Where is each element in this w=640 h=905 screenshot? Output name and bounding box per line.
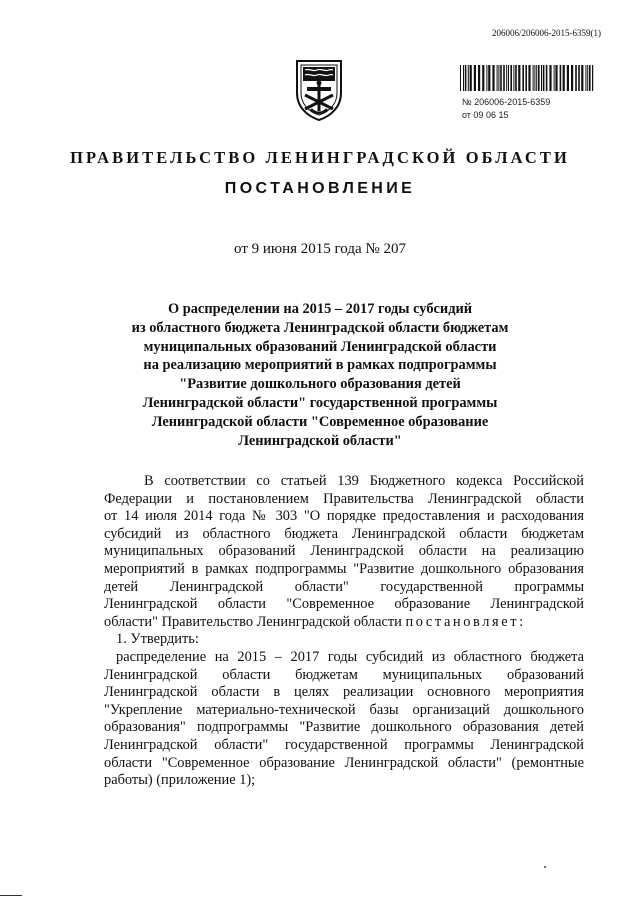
body-line: Ленинградской области бюджетам муниципальных образований xyxy=(104,666,584,683)
barcode-bar xyxy=(585,65,586,91)
barcode-bar xyxy=(567,65,569,91)
barcode-bar xyxy=(492,65,494,91)
barcode-bar xyxy=(500,65,502,91)
barcode-bar xyxy=(571,65,573,91)
barcode-bar xyxy=(518,65,520,91)
barcode-bar xyxy=(549,65,551,91)
registration-date: от 09 06 15 xyxy=(462,110,509,120)
body-line: распределение на 2015 – 2017 годы субсидий из областного бюджета xyxy=(116,648,584,665)
page-edge-mark xyxy=(0,895,22,896)
body-line: Ленинградской области в целях реализации основного мероприятия xyxy=(104,684,584,701)
document-body xyxy=(104,473,584,790)
barcode-icon xyxy=(460,65,594,91)
document-type: ПОСТАНОВЛЕНИЕ xyxy=(224,180,416,197)
resolution-word: постановляет: xyxy=(405,613,526,630)
barcode-bar xyxy=(541,65,542,91)
barcode-bar xyxy=(534,65,535,91)
barcode-bar xyxy=(575,65,577,91)
barcode-bar xyxy=(510,65,512,91)
coat-of-arms-icon xyxy=(291,57,347,123)
body-line: Ленинградской области "Современное образование Ленинградской xyxy=(104,596,584,613)
barcode-bar xyxy=(503,65,505,91)
registration-number: № 206006-2015-6359 xyxy=(462,97,551,107)
body-line: Ленинградской области" государственной программы Ленинградской xyxy=(104,736,584,753)
body-text-segment: области" Правительство Ленинградской области xyxy=(104,613,406,630)
body-line: от 14 июля 2014 года № 303 "О порядке предоставления и расходования xyxy=(104,508,584,525)
barcode-bar xyxy=(506,65,507,91)
heading-line: Ленинградской области "Современное образование xyxy=(151,413,489,430)
body-line: "Укрепление материально-технической базы организаций дошкольного xyxy=(104,701,584,718)
barcode-bar xyxy=(474,65,476,91)
barcode-bar xyxy=(498,65,499,91)
document-heading xyxy=(120,300,520,450)
barcode-bar xyxy=(536,65,537,91)
barcode-bar xyxy=(592,65,593,91)
barcode-bar xyxy=(528,65,530,91)
heading-line: "Развитие дошкольного образования детей xyxy=(179,376,461,393)
heading-line: из областного бюджета Ленинградской области бюджетам xyxy=(131,319,509,336)
barcode-bar xyxy=(497,65,498,91)
body-line: В соответствии со статьей 139 Бюджетного кодекса Российской xyxy=(144,473,584,489)
barcode-bar xyxy=(525,65,527,91)
barcode-bar xyxy=(587,65,588,91)
body-line: работы) (приложение 1); xyxy=(104,772,256,789)
body-line: области "Современное образование Ленинградской области" (ремонтные xyxy=(104,754,584,771)
body-line: мероприятий в рамках подпрограммы "Развитие дошкольного образования xyxy=(104,560,584,577)
body-line: детей Ленинградской области" государственной программы xyxy=(104,578,584,595)
barcode-bar xyxy=(581,65,583,91)
barcode-bar xyxy=(543,65,545,91)
barcode-bar xyxy=(470,65,472,91)
heading-line: муниципальных образований Ленинградской области xyxy=(143,338,497,355)
body-line: Федерации и постановлением Правительства Ленинградской области xyxy=(104,490,584,507)
barcode-bar xyxy=(463,65,464,91)
government-title: ПРАВИТЕЛЬСТВО ЛЕНИНГРАДСКОЙ ОБЛАСТИ xyxy=(70,148,570,167)
heading-line: на реализацию мероприятий в рамках подпрограммы xyxy=(143,357,497,374)
body-line: субсидий из областного бюджета Ленинградской области бюджетам xyxy=(104,525,584,542)
document-date-number: от 9 июня 2015 года № 207 xyxy=(234,241,406,257)
body-line-final xyxy=(104,614,584,632)
barcode-bar xyxy=(468,65,469,91)
scan-dot xyxy=(544,866,546,868)
barcode-bar xyxy=(563,65,565,91)
barcode-bar xyxy=(533,65,534,91)
barcode-bar xyxy=(513,65,514,91)
barcode-bar xyxy=(460,65,461,91)
barcode-bar xyxy=(589,65,591,91)
barcode-bar xyxy=(486,65,487,91)
barcode-bar xyxy=(488,65,490,91)
registration-stamp-code: 206006/206006-2015-6359(1) xyxy=(492,28,601,38)
barcode-bar xyxy=(578,65,580,91)
barcode-bar xyxy=(546,65,548,91)
heading-line: Ленинградской области" государственной программы xyxy=(142,394,498,411)
heading-line: Ленинградской области" xyxy=(238,432,402,449)
barcode-bar xyxy=(538,65,540,91)
barcode-bar xyxy=(465,65,467,91)
heading-line: О распределении на 2015 – 2017 годы субсидий xyxy=(167,301,473,317)
barcode-bar xyxy=(554,65,555,91)
barcode-bar xyxy=(522,65,524,91)
barcode-bar xyxy=(508,65,509,91)
barcode-bar xyxy=(560,65,562,91)
body-line: образования" подпрограммы "Развитие дошкольного образования детей xyxy=(104,719,584,736)
barcode-bar xyxy=(478,65,480,91)
barcode-bar xyxy=(555,65,557,91)
body-line: муниципальных образований Ленинградской области на реализацию xyxy=(104,543,584,560)
item-heading: 1. Утвердить: xyxy=(116,631,199,648)
barcode-bar xyxy=(482,65,484,91)
barcode-bar xyxy=(515,65,517,91)
